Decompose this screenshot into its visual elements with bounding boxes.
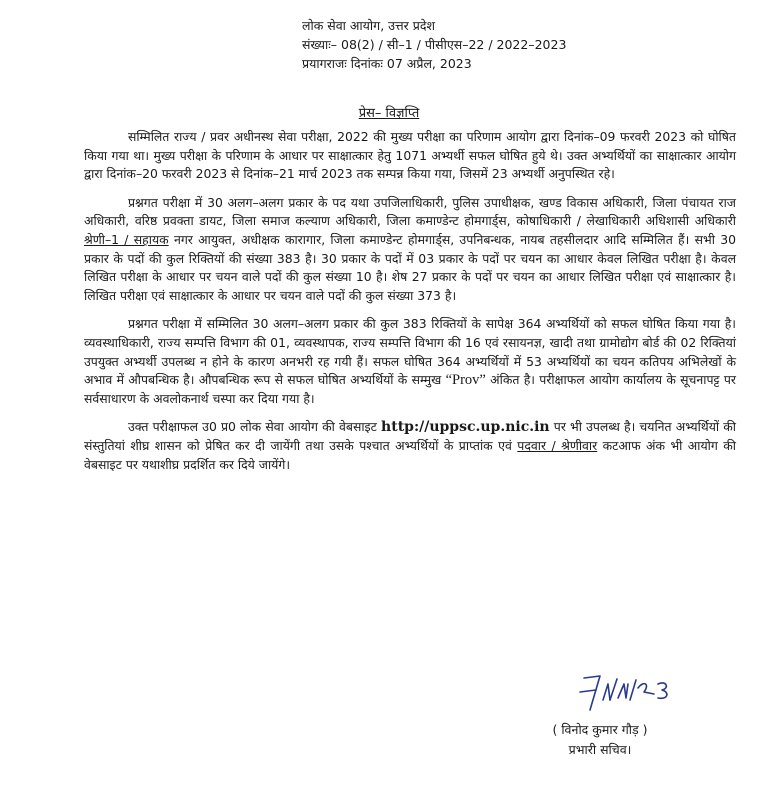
paragraph-3-text-a: प्रश्नगत परीक्षा में सम्मिलित 30 अलग–अलग प्रकार की कुल 383 रिक्तियों के सापेक्ष 364 अभ्यर्थियों को सफल घोषित किया गया है। व्यवस्थाधिकारी, राज्य सम्पत्ति विभाग की 01, व्यवस्थापक, राज्य सम्पत्ति विभाग की 16 एवं रसायनज्ञ, खादी तथा ग्रामोद्योग बोर्ड की 02 रिक्तियां उपयुक्त अभ्यर्थी उपलब्ध न होने के कारण अनभरी रह गयी हैं। सफल घोषित 364 अभ्यर्थियों में 53 अभ्यर्थियों का चयन कतिपय अभिलेखों के अभाव में औपबन्धिक है। औपबन्धिक रूप से सफल घोषित अभ्यर्थियों के सम्मुख <box>84 316 736 388</box>
press-release-heading: प्रेस– विज्ञप्ति <box>358 106 420 121</box>
prov-mark: “Prov” <box>445 372 486 389</box>
paragraph-2-text-a: प्रश्नगत परीक्षा में 30 अलग–अलग प्रकार के पद यथा उपजिलाधिकारी, पुलिस उपाधीक्षक, खण्ड विकास अधिकारी, जिला पंचायत राज अधिकारी, वरिष्ठ प्रवक्ता डायट, जिला समाज कल्याण अधिकारी, जिला कमाण्डेन्ट होमगार्ड्स, कोषाधिकारी / लेखाधिकारी अधिशासी अधिकारी <box>84 194 736 229</box>
document-title <box>0 103 778 121</box>
paragraph-4-text-a: उक्त परीक्षाफल उ0 प्र0 लोक सेवा आयोग की वेबसाइट <box>128 419 377 435</box>
underlined-category: श्रेणी–1 / सहायक <box>84 231 169 247</box>
paragraph-4-text-c: कटआफ अंक भी आयोग की वेबसाइट पर यथाशीघ्र प्रदर्शित कर दिये जायेंगे। <box>84 437 736 472</box>
paragraph-1 <box>84 128 736 184</box>
document-body <box>84 128 736 484</box>
paragraph-3 <box>84 315 736 408</box>
website-link[interactable]: http://uppsc.up.nic.in <box>381 419 550 436</box>
signatory-designation: प्रभारी सचिव। <box>568 742 632 757</box>
place-date: प्रयागराजः दिनांकः 07 अप्रैल, 2023 <box>302 56 472 71</box>
paragraph-4 <box>84 418 736 474</box>
commission-name: लोक सेवा आयोग, उत्तर प्रदेश <box>302 18 435 33</box>
signature-block <box>520 720 680 760</box>
letter-header <box>302 16 566 73</box>
paragraph-3-text-b: अंकित है। परीक्षाफल आयोग कार्यालय के सूचनापट्ट पर सर्वसाधारण के अवलोकनार्थ चस्पा कर दिया गया है। <box>84 372 736 406</box>
underlined-cutoff-type: पदवार / श्रेणीवार <box>517 437 598 453</box>
paragraph-4-text-b: पर भी उपलब्ध है। चयनित अभ्यर्थियों की संस्तुतियां शीघ्र शासन को प्रेषित कर दी जायेंगी तथा उसके पश्चात अभ्यर्थियों के प्राप्तांक एवं <box>84 419 736 453</box>
paragraph-1-text: सम्मिलित राज्य / प्रवर अधीनस्थ सेवा परीक्षा, 2022 की मुख्य परीक्षा का परिणाम आयोग द्वारा दिनांक–09 फरवरी 2023 को घोषित किया गया था। मुख्य परीक्षा के परिणाम के आधार पर साक्षात्कार हेतु 1071 अभ्यर्थी सफल घोषित हुये थे। उक्त अभ्यर्थियों का साक्षात्कार आयोग द्वारा दिनांक–20 फरवरी 2023 से दिनांक–21 मार्च 2023 तक सम्पन्न किया गया, जिसमें 23 अभ्यर्थी अनुपस्थित रहे। <box>84 129 736 182</box>
handwritten-signature <box>570 670 680 720</box>
paragraph-2-text-b: नगर आयुक्त, अधीक्षक कारागार, जिला कमाण्डेन्ट होमगार्ड्स, उपनिबन्धक, नायब तहसीलदार आदि सम्मिलित हैं। सभी 30 प्रकार के पदों की कुल रिक्तियों की संख्या 383 है। 30 प्रकार के पदों में 03 प्रकार के पदों पर चयन का आधार केवल लिखित परीक्षा है। केवल लिखित परीक्षा के आधार पर चयन वाले पदों की कुल संख्या 10 है। शेष 27 प्रकार के पदों पर चयन का आधार लिखित परीक्षा एवं साक्षात्कार है। लिखित परीक्षा एवं साक्षात्कार के आधार पर चयन वाले पदों की कुल संख्या 373 है। <box>84 231 736 303</box>
paragraph-2 <box>84 194 736 306</box>
reference-number: संख्याः– 08(2) / सी–1 / पीसीएस–22 / 2022–2023 <box>302 37 567 52</box>
signatory-name: ( विनोद कुमार गौड़ ) <box>552 722 648 737</box>
